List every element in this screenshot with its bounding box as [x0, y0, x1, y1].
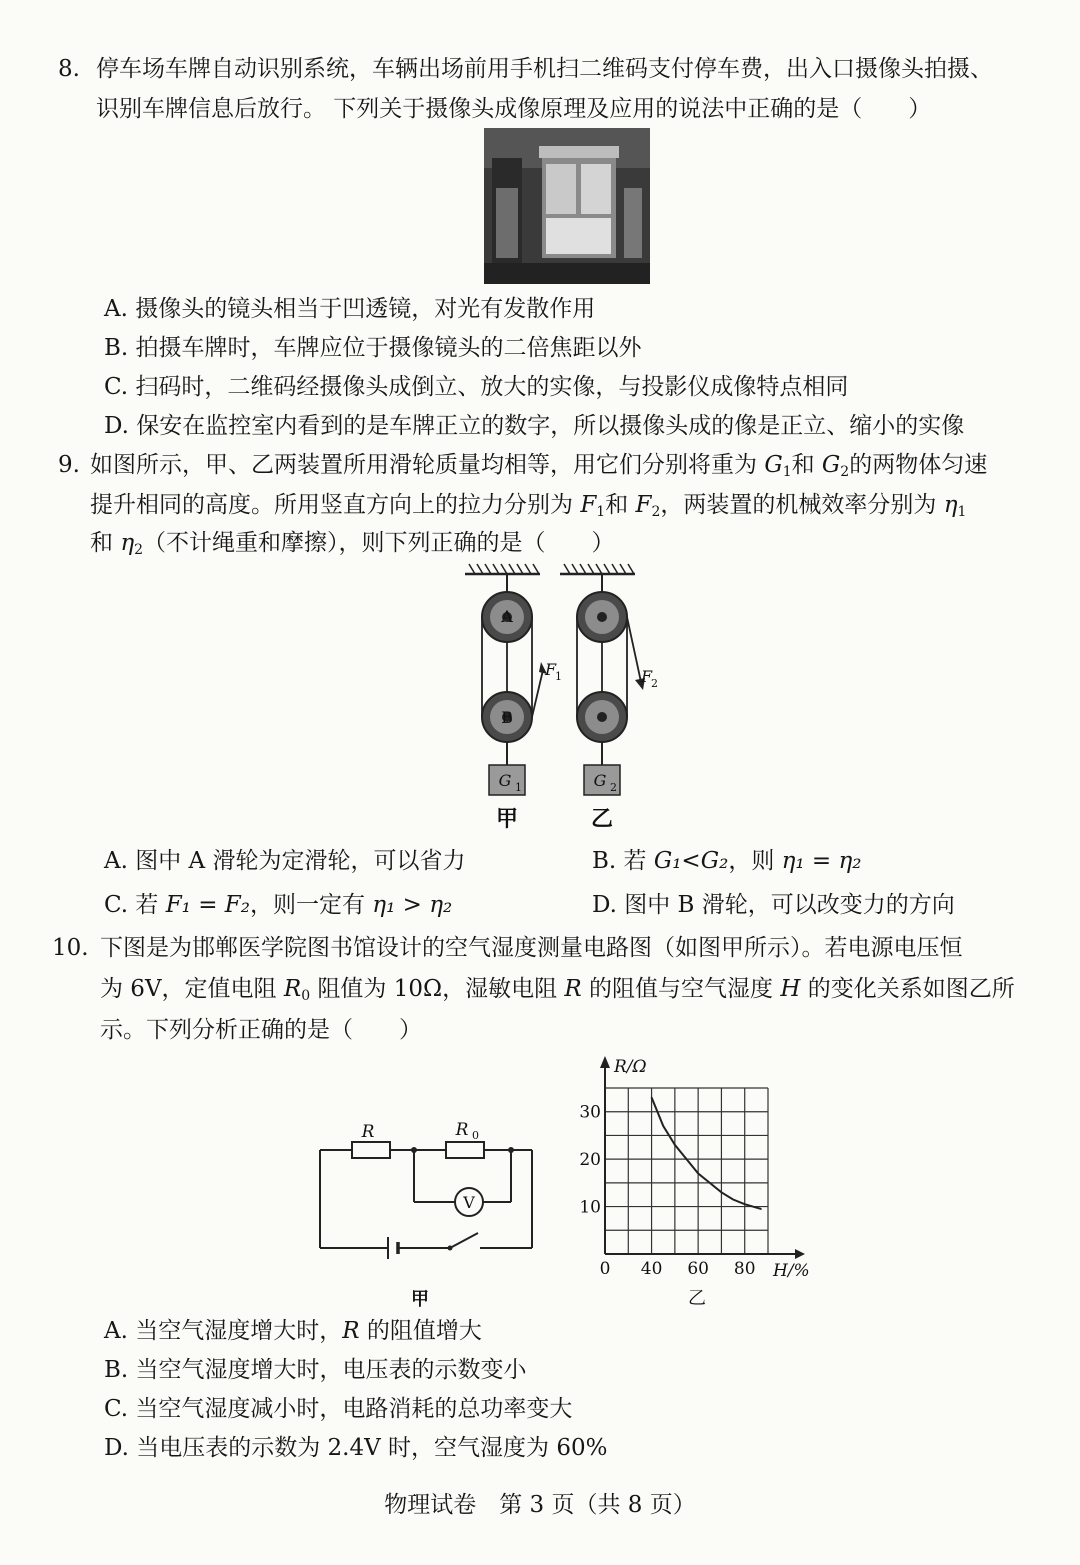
- chart-x-tick-label: 0: [599, 1259, 611, 1279]
- circuit-diagram: [310, 1115, 550, 1315]
- q9-option-c: C. 若 F₁ = F₂，则一定有 η₁ > η₂: [104, 892, 453, 918]
- chart-xlabel: H/%: [773, 1261, 810, 1281]
- label-weight-g2: G: [593, 771, 607, 790]
- label-r0-sub: 0: [472, 1129, 479, 1142]
- q8-line2: 识别车牌信息后放行。 下列关于摄像头成像原理及应用的说法中正确的是（ ）: [96, 96, 932, 122]
- label-weight-g2-sub: 2: [610, 781, 617, 794]
- chart-data-point: [662, 1125, 664, 1127]
- chart-data-point: [697, 1173, 699, 1175]
- q10-option-b: B. 当空气湿度增大时，电压表的示数变小: [104, 1357, 527, 1383]
- chart-axes: [600, 1056, 805, 1259]
- q8-option-c: C. 扫码时，二维码经摄像头成倒立、放大的实像，与投影仪成像特点相同: [104, 374, 849, 400]
- q10-option-a: A. 当空气湿度增大时，R 的阻值增大: [104, 1318, 482, 1344]
- q10-line3: 示。下列分析正确的是（ ）: [100, 1017, 422, 1043]
- label-voltmeter: V: [463, 1193, 475, 1212]
- label-weight-g1: G: [498, 771, 512, 790]
- q9-line3: 和 $\eta_2$（不计绳重和摩擦），则下列正确的是（ ）: [90, 530, 615, 558]
- label-force-f2: F: [641, 667, 653, 686]
- caption-left: 甲: [495, 806, 519, 832]
- q8-line1: 停车场车牌自动识别系统，车辆出场前用手机扫二维码支付停车费，出入口摄像头拍摄、: [96, 56, 993, 82]
- q10-option-d: D. 当电压表的示数为 2.4V 时，空气湿度为 60%: [104, 1435, 608, 1461]
- q10-option-c: C. 当空气湿度减小时，电路消耗的总功率变大: [104, 1396, 573, 1422]
- chart-data-point: [760, 1208, 762, 1210]
- chart-x-tick-label: 80: [733, 1259, 756, 1279]
- chart-y-tick-label: 10: [579, 1197, 601, 1218]
- chart-data-point: [744, 1203, 746, 1205]
- humidity-resistance-chart: [570, 1050, 830, 1312]
- page-footer: 物理试卷 第 3 页（共 8 页）: [384, 1492, 696, 1518]
- pulley-device-left: [482, 574, 562, 832]
- caption-circuit: 甲: [411, 1289, 429, 1310]
- chart-y-tick-label: 30: [579, 1102, 601, 1123]
- ceiling-left: [465, 564, 540, 574]
- label-r0: R: [455, 1120, 469, 1140]
- pulley-device-right: [577, 574, 658, 832]
- chart-data-point: [709, 1182, 711, 1184]
- chart-grid: [605, 1088, 768, 1254]
- label-pulley-b: B: [501, 708, 513, 727]
- q9-option-b: B. 若 G₁<G₂，则 η₁ = η₂: [592, 848, 862, 874]
- q8-option-b: B. 拍摄车牌时，车牌应位于摄像镜头的二倍焦距以外: [104, 335, 642, 361]
- q8-option-a: A. 摄像头的镜头相当于凹透镜，对光有发散作用: [104, 296, 596, 322]
- label-pulley-a: A: [501, 607, 513, 626]
- q9-option-d: D. 图中 B 滑轮，可以改变力的方向: [592, 892, 955, 918]
- q9-line1: 如图所示，甲、乙两装置所用滑轮质量均相等，用它们分别将重为 $G_1$和 $G_2$的两物体匀速: [90, 452, 988, 480]
- booth-illustration: [484, 128, 650, 284]
- pulley-figure: [455, 562, 665, 837]
- resistor-r0: [446, 1142, 484, 1158]
- q8-option-d: D. 保安在监控室内看到的是车牌正立的数字，所以摄像头成的像是正立、缩小的实像: [104, 413, 965, 439]
- resistor-r: [352, 1142, 390, 1158]
- chart-data-point: [651, 1097, 653, 1099]
- label-weight-g1-sub: 1: [515, 781, 522, 794]
- caption-right: 乙: [590, 806, 614, 832]
- chart-ylabel: R/Ω: [614, 1057, 647, 1077]
- chart-x-tick-label: 60: [687, 1259, 709, 1279]
- chart-y-tick-label: 20: [579, 1150, 601, 1171]
- chart-data-point: [732, 1199, 734, 1201]
- parking-booth-photo: [484, 128, 650, 284]
- switch: [450, 1233, 478, 1248]
- chart-x-tick-label: 40: [640, 1259, 663, 1279]
- chart-data-point: [721, 1192, 723, 1194]
- ceiling-right: [560, 564, 635, 574]
- chart-caption: 乙: [688, 1288, 706, 1309]
- label-force-f1-sub: 1: [555, 670, 562, 683]
- chart-data-point: [674, 1144, 676, 1146]
- label-force-f2-sub: 2: [651, 677, 658, 690]
- q9-option-a: A. 图中 A 滑轮为定滑轮，可以省力: [104, 848, 466, 874]
- label-r: R: [361, 1122, 375, 1142]
- label-force-f1: F: [545, 660, 557, 679]
- q10-number: 10.: [52, 935, 89, 961]
- chart-data-point: [686, 1158, 688, 1160]
- q10-line2: 为 6V，定值电阻 $R_0$ 阻值为 10Ω，湿敏电阻 R 的阻值与空气湿度 H 的变化关系如图乙所: [100, 976, 1015, 1004]
- q10-line1: 下图是为邯郸医学院图书馆设计的空气湿度测量电路图（如图甲所示）。若电源电压恒: [100, 935, 963, 961]
- q9-number: 9.: [58, 452, 80, 478]
- q9-line2: 提升相同的高度。所用竖直方向上的拉力分别为 $F_1$和 $F_2$，两装置的机械效率分别为 $\eta_1$: [90, 492, 967, 520]
- q8-number: 8.: [58, 56, 80, 82]
